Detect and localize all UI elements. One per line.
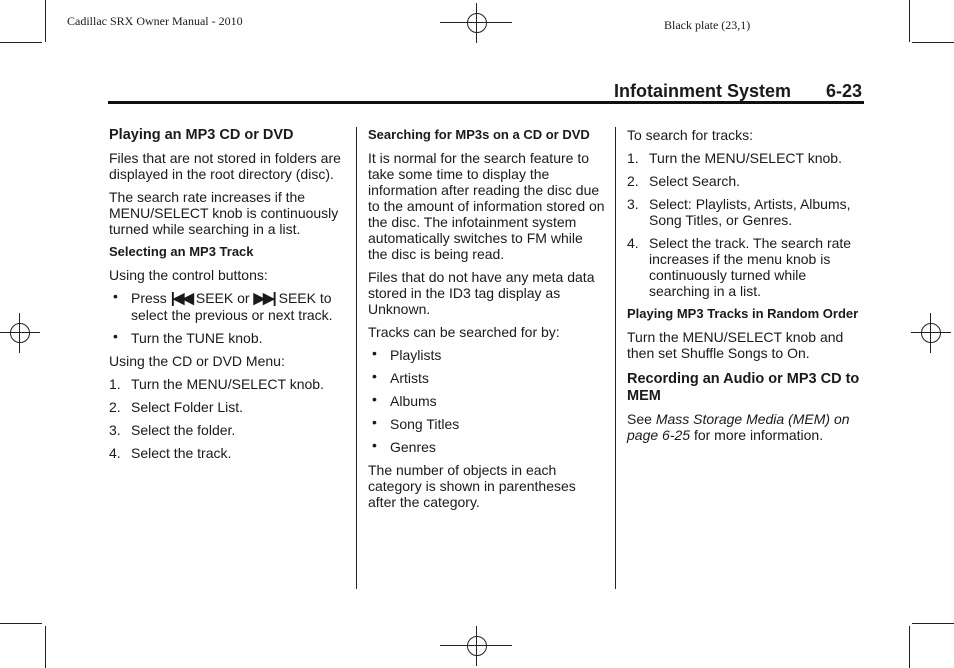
heading-playing-mp3: Playing an MP3 CD or DVD [109,127,294,143]
header-rule [108,101,864,104]
paragraph: The number of objects in each category is shown in parentheses after the category. [368,462,576,510]
list-item: 2. Select Search. [627,173,741,189]
registration-line-top [440,22,512,23]
paragraph: Tracks can be searched for by: [368,324,560,340]
subheading-searching-mp3: Searching for MP3s on a CD or DVD [368,127,590,142]
paragraph: See Mass Storage Media (MEM) on page 6-25 for more information. [627,411,850,443]
list-item: • Playlists [372,345,442,363]
list-item: 4. Select the track. [109,445,232,461]
list-item: 1. Turn the MENU/SELECT knob. [627,150,842,166]
registration-mark-left [0,313,40,353]
list-item: 3. Select: Playlists, Artists, Albums, Song Titles, or Genres. [627,196,851,228]
plate-title: Cadillac SRX Owner Manual - 2010 [67,14,243,28]
paragraph: Turn the MENU/SELECT knob and then set Shuffle Songs to On. [627,329,844,361]
paragraph: Using the control buttons: [109,267,268,283]
subheading-random-order: Playing MP3 Tracks in Random Order [627,306,859,321]
column-3 [627,127,867,450]
registration-mark-top [457,3,497,43]
list-item: 2. Select Folder List. [109,399,244,415]
list-item: • Song Titles [372,414,460,432]
crop-mark-bottom-right-h [912,623,954,624]
list-item: • Genres [372,437,436,455]
list-item: 4. Select the track. The search rate increases if the menu knob is continuously turned while searching in a list. [627,235,852,299]
seek-previous-icon: |◀◀ [170,290,192,307]
registration-mark-bottom [457,626,497,666]
column-divider-2 [615,127,616,589]
column-1 [109,127,349,468]
column-divider-1 [356,127,357,589]
list-item: 1. Turn the MENU/SELECT knob. [109,376,324,392]
page-number: 6-23 [826,81,863,101]
paragraph: The search rate increases if the MENU/SELECT knob is continuously turned while searching in a list. [109,189,339,237]
heading-recording-audio: Recording an Audio or MP3 CD to MEM [627,371,860,404]
list-item: • Albums [372,391,437,409]
paragraph: To search for tracks: [627,127,754,143]
column-2 [368,127,606,517]
seek-next-icon: ▶▶| [253,290,275,307]
crop-mark-top-right-h [912,42,954,43]
section-title: Infotainment System [614,81,792,101]
paragraph: Using the CD or DVD Menu: [109,353,285,369]
registration-line-bottom [440,645,512,646]
list-item: 3. Select the folder. [109,422,236,438]
list-item: • Turn the TUNE knob. [113,328,263,346]
crop-mark-bottom-left-v [45,626,46,668]
cross-reference-link[interactable]: Mass Storage Media (MEM) on page 6-25 [627,411,850,443]
list-item: • Press |◀◀ SEEK or ▶▶| SEEK to select the previous or next track. [113,288,333,323]
crop-mark-top-left-h [0,42,42,43]
crop-mark-bottom-left-h [0,623,42,624]
subheading-selecting-track: Selecting an MP3 Track [109,244,254,259]
paragraph: It is normal for the search feature to take some time to display the information after reading the disc due to the amount of information stored on the disc. The infotainment system automatically switches to FM while the disc is being read. [368,150,605,262]
crop-mark-top-left-v [45,0,46,42]
crop-mark-bottom-right-v [909,626,910,668]
plate-number: Black plate (23,1) [664,18,751,32]
list-item: • Artists [372,368,429,386]
paragraph: Files that do not have any meta data stored in the ID3 tag display as Unknown. [368,269,595,317]
paragraph: Files that are not stored in folders are displayed in the root directory (disc). [109,150,341,182]
crop-mark-top-right-v [909,0,910,42]
registration-mark-right [911,313,951,353]
